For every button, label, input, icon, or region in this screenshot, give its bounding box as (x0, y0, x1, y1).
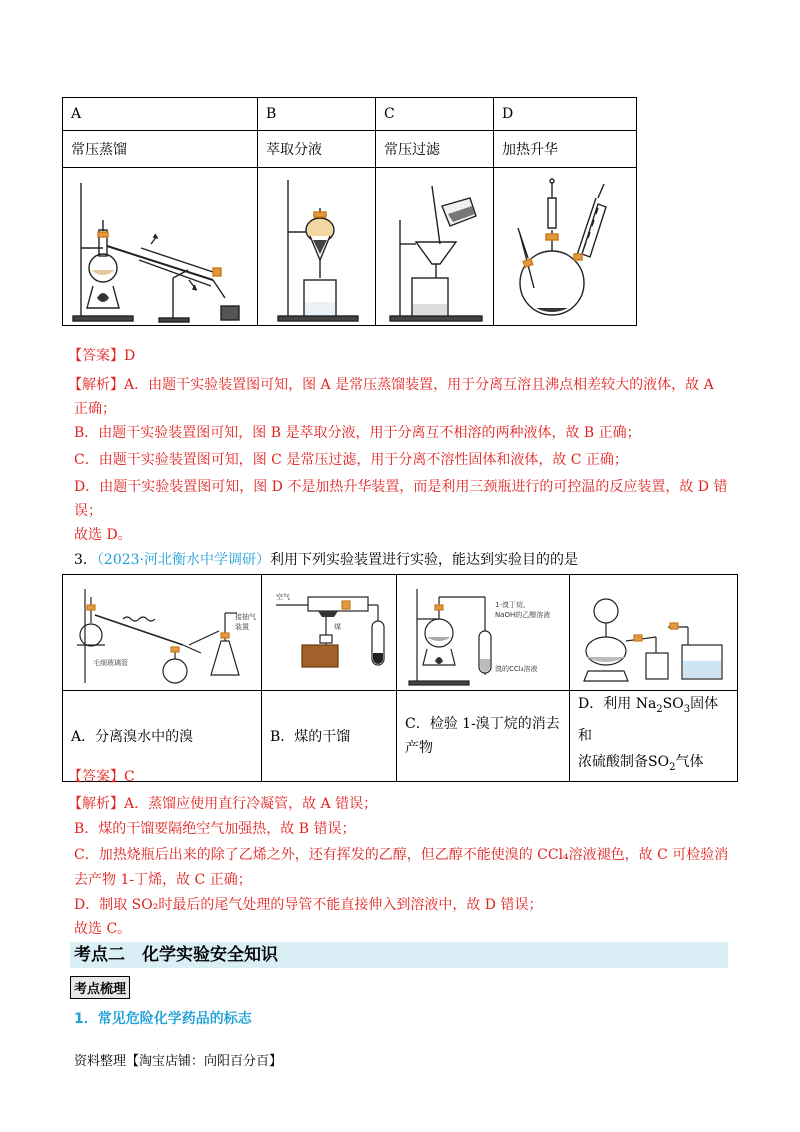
option-d-line-2: 浓硫酸制备$SO_2$气体 (578, 753, 704, 773)
picture-q3-d (570, 575, 738, 691)
picture-extraction (258, 168, 376, 326)
picture-q3-a (63, 575, 262, 691)
q3-analysis-line: 【解析】A．蒸馏应使用直行冷凝管，故 A 错误； (68, 796, 378, 812)
picture-q3-c (397, 575, 570, 691)
picture-sublimation (494, 168, 637, 326)
q3-analysis-line: B．煤的干馏要隔绝空气加强热，故 B 错误； (74, 821, 356, 837)
q3-answer: 【答案】C (68, 769, 135, 785)
q3-analysis-line: C．加热烧瓶后出来的除了乙烯之外，还有挥发的乙醇，但乙醇不能使溴的 CCl₄溶液褪色，故 C 可检验消 (74, 847, 729, 863)
apparatus-table-2 (62, 574, 738, 782)
q2-analysis-line: D．由题干实验装置图可知，图 D 不是加热升华装置，而是利用三颈瓶进行的可控温的反应装置，故 D 错 (74, 479, 728, 495)
name-b: 萃取分液 (258, 131, 376, 168)
name-a: 常压蒸馏 (63, 131, 258, 168)
picture-q3-b (262, 575, 397, 691)
picture-distillation (63, 168, 258, 326)
section-subtitle: 1．常见危险化学药品的标志 (74, 1011, 252, 1027)
q3-source: （2023·河北衡水中学调研） (96, 552, 271, 568)
option-a: A．分离溴水中的溴 (63, 691, 262, 782)
q2-analysis-line: 误； (74, 503, 102, 519)
q2-analysis-line: 【解析】A．由题干实验装置图可知，图 A 是常压蒸馏装置，用于分离互溶且沸点相差较大的液体，故 A (68, 377, 714, 393)
label-coal: 煤 (334, 623, 341, 631)
col-header-a: A (63, 98, 258, 131)
q2-answer: 【答案】D (68, 348, 136, 364)
footer-text: 资料整理【淘宝店铺：向阳百分百】 (74, 1054, 283, 1069)
q2-analysis-line: C．由题干实验装置图可知，图 C 是常压过滤，用于分离不溶性固体和液体，故 C 正确； (74, 452, 628, 468)
q3-number: 3． (74, 552, 97, 568)
label-pump: 接抽气装置 (235, 613, 256, 631)
q3-stem-text: 利用下列实验装置进行实验，能达到实验目的的是 (270, 552, 579, 568)
q2-analysis-line: 正确； (74, 401, 116, 417)
q3-analysis-line: D．制取 SO₂时最后的尾气处理的导管不能直接伸入到溶液中，故 D 错误； (74, 897, 543, 913)
q3-analysis-line: 故选 C。 (74, 921, 132, 937)
label-capillary: 毛细玻璃管 (93, 659, 128, 667)
option-c-line-1: C．检验 1-溴丁烷的消去 (405, 715, 560, 732)
name-d: 加热升华 (494, 131, 637, 168)
option-c (397, 691, 570, 782)
option-d (570, 691, 738, 782)
section-tag: 考点梳理 (70, 976, 130, 999)
picture-filtration (376, 168, 494, 326)
name-c: 常压过滤 (376, 131, 494, 168)
col-header-b: B (258, 98, 376, 131)
col-header-c: C (376, 98, 494, 131)
apparatus-table-1 (62, 97, 637, 326)
label-air: 空气 (276, 593, 290, 601)
q3-analysis-line: 去产物 1-丁烯，故 C 正确； (74, 872, 252, 888)
label-reagent: 1-溴丁烷、 NaOH的乙醇溶液 (495, 601, 551, 619)
section-title: 考点二 化学实验安全知识 (70, 942, 728, 968)
q2-analysis-line: B．由题干实验装置图可知，图 B 是萃取分液，用于分离互不相溶的两种液体，故 B 正确； (74, 425, 641, 441)
q3-stem (74, 549, 578, 569)
option-b: B．煤的干馏 (262, 691, 397, 782)
q2-analysis-line: 故选 D。 (74, 527, 132, 543)
option-c-line-2: 产物 (405, 739, 433, 756)
label-ccl4: 溴的CCl₄溶液 (495, 665, 538, 673)
col-header-d: D (494, 98, 637, 131)
option-d-line-1: D．利用 $Na_2SO_3$固体和 (578, 696, 719, 744)
